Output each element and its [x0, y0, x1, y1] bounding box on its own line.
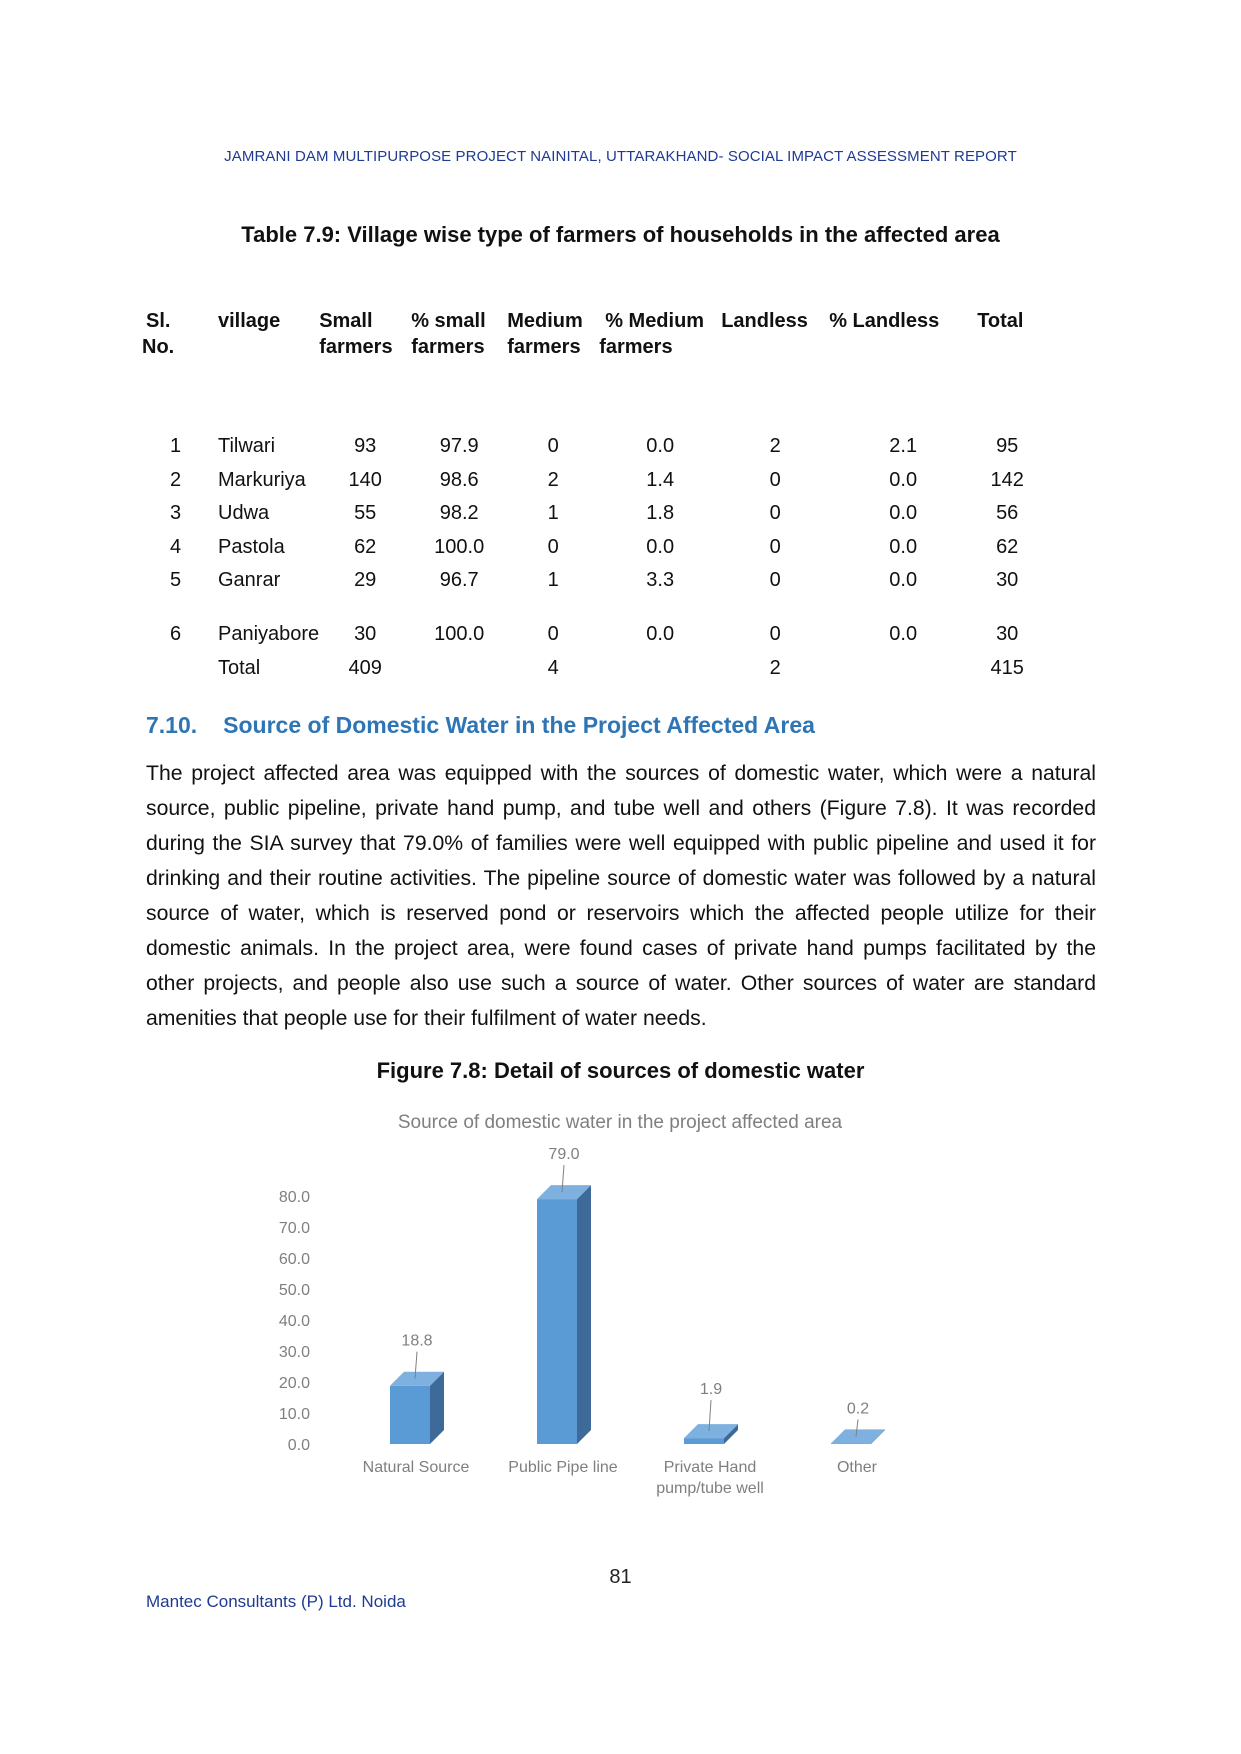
y-tick-label: 20.0 — [278, 1375, 310, 1392]
data-label: 18.8 — [401, 1332, 433, 1350]
cell-village: Total — [218, 656, 261, 679]
cell-medium: 0 — [547, 435, 559, 457]
data-label-leader — [709, 1400, 711, 1431]
col-header-pct-landless: % Landless — [829, 310, 940, 332]
cell-pct-small — [411, 652, 507, 686]
data-label: 0.2 — [846, 1400, 870, 1418]
bar-front — [390, 1386, 430, 1444]
x-tick-label: Natural Source — [362, 1459, 470, 1476]
cell-pct-medium: 0.0 — [646, 622, 675, 645]
data-label-leader — [856, 1419, 858, 1436]
cell-small: 93 — [354, 435, 377, 457]
section-paragraph: The project affected area was equipped with the sources of domestic water, which were a natural source, public pipeline, private hand pump, and tube well and others (Figure 7.8). It was recorded during the SIA survey that 79.0% of families were well equipped with public pipeline and used it for drinking and their routine activities. The pipeline source of domestic water was followed by a natural source of water, which is reserved pond or reservoirs which the affected people utilize for their domestic animals. In the project area, were found cases of private hand pumps facilitated by the other projects, and people also use such a source of water. Other sources of water are standard amenities that people use for their fulfilment of water needs. — [146, 762, 1096, 1030]
y-tick-label: 0.0 — [287, 1437, 310, 1454]
cell-pct-landless — [829, 652, 977, 686]
cell-small: 409 — [348, 656, 382, 679]
cell-village: Pastola — [218, 535, 285, 558]
cell-medium: 0 — [547, 622, 559, 645]
cell-landless: 2 — [769, 656, 781, 679]
cell-pct-landless: 0.0 — [889, 535, 918, 558]
cell-small: 140 — [348, 468, 382, 491]
table-row — [142, 497, 1037, 531]
cell-pct-landless: 0.0 — [889, 468, 918, 491]
bar — [831, 1400, 885, 1444]
cell-pct-landless: 0.0 — [889, 569, 918, 592]
bar-side — [871, 1429, 885, 1444]
bar — [537, 1146, 591, 1444]
y-tick-label: 50.0 — [278, 1282, 310, 1299]
bar-top — [390, 1372, 444, 1386]
cell-landless: 0 — [769, 468, 781, 491]
cell-medium: 1 — [547, 569, 559, 592]
x-tick-label: pump/tube well — [656, 1480, 764, 1497]
cell-sl: 6 — [170, 622, 182, 645]
chart-title: Source of domestic water in the project affected area — [397, 1112, 843, 1133]
bar — [390, 1333, 444, 1444]
cell-village: Paniyabore — [218, 622, 320, 645]
cell-pct-landless: 2.1 — [889, 435, 918, 457]
bar-side — [577, 1185, 591, 1444]
bar-front — [831, 1443, 871, 1444]
cell-sl — [142, 652, 218, 686]
cell-landless: 2 — [769, 435, 781, 457]
table-row — [142, 430, 1037, 464]
cell-landless: 0 — [769, 502, 781, 525]
data-label-leader — [562, 1165, 564, 1192]
col-header-village: village — [218, 310, 281, 332]
cell-pct-small: 100.0 — [434, 535, 485, 558]
footer: Mantec Consultants (P) Ltd. Noida — [146, 1592, 406, 1611]
bar-side — [724, 1424, 738, 1444]
cell-total: 62 — [996, 535, 1019, 558]
x-tick-label: Private Hand — [663, 1459, 757, 1476]
report-header: JAMRANI DAM MULTIPURPOSE PROJECT NAINITAL, UTTARAKHAND- SOCIAL IMPACT ASSESSMENT REPORT — [224, 148, 1017, 165]
y-tick-label: 30.0 — [278, 1344, 310, 1361]
y-tick-label: 60.0 — [278, 1251, 310, 1268]
cell-landless: 0 — [769, 622, 781, 645]
cell-total: 415 — [990, 656, 1024, 679]
data-label-leader — [415, 1352, 417, 1379]
data-label: 79.0 — [548, 1146, 580, 1164]
farmers-table — [142, 308, 1037, 685]
cell-pct-small: 98.6 — [439, 468, 479, 491]
col-header-landless: Landless — [721, 310, 808, 332]
cell-pct-landless: 0.0 — [889, 622, 918, 645]
cell-pct-small: 97.9 — [439, 435, 479, 457]
col-header-small-farmers: Small farmers — [319, 310, 393, 358]
cell-pct-medium: 0.0 — [646, 535, 675, 558]
col-header-pct-small-farmers: % small farmers — [411, 310, 486, 358]
cell-small: 55 — [354, 502, 377, 525]
cell-total: 95 — [996, 435, 1019, 457]
cell-pct-small: 96.7 — [439, 569, 479, 592]
cell-pct-landless: 0.0 — [889, 502, 918, 525]
cell-total: 30 — [996, 569, 1019, 592]
table-row-total — [142, 652, 1037, 686]
table-row — [142, 531, 1037, 565]
table-row — [142, 618, 1037, 652]
x-axis — [363, 1459, 878, 1497]
col-header-pct-medium-farmers: % Medium farmers — [599, 310, 705, 358]
cell-sl: 4 — [170, 535, 182, 558]
cell-village: Markuriya — [218, 468, 306, 491]
x-tick-label: Other — [836, 1459, 878, 1476]
table-row — [142, 564, 1037, 598]
cell-small: 30 — [354, 622, 377, 645]
cell-sl: 3 — [170, 502, 182, 525]
cell-sl: 5 — [170, 569, 182, 592]
cell-pct-medium — [599, 652, 721, 686]
x-tick-label: Public Pipe line — [508, 1459, 618, 1476]
page-number: 81 — [609, 1566, 632, 1588]
cell-pct-medium: 1.4 — [646, 468, 675, 491]
section-title: Source of Domestic Water in the Project Affected Area — [223, 712, 815, 738]
cell-pct-small: 98.2 — [439, 502, 479, 525]
cell-pct-medium: 1.8 — [646, 502, 675, 525]
bar-side — [430, 1372, 444, 1444]
cell-landless: 0 — [769, 535, 781, 558]
y-tick-label: 70.0 — [278, 1220, 310, 1237]
y-tick-label: 80.0 — [278, 1189, 310, 1206]
cell-pct-medium: 0.0 — [646, 435, 675, 457]
bar-front — [537, 1199, 577, 1444]
bar-top — [831, 1429, 885, 1443]
col-header-total: Total — [977, 310, 1024, 332]
y-tick-label: 40.0 — [278, 1313, 310, 1330]
y-tick-label: 10.0 — [278, 1406, 310, 1423]
cell-village: Tilwari — [218, 435, 276, 457]
cell-sl: 2 — [170, 468, 182, 491]
table-header-row — [142, 308, 1037, 360]
col-header-sl: Sl. No. — [142, 310, 175, 358]
section-heading — [146, 712, 815, 739]
cell-village: Ganrar — [218, 569, 281, 592]
cell-village: Udwa — [218, 502, 270, 525]
cell-medium: 0 — [547, 535, 559, 558]
cell-pct-medium: 3.3 — [646, 569, 675, 592]
cell-total: 56 — [996, 502, 1019, 525]
section-number: 7.10. — [146, 712, 198, 738]
cell-medium: 2 — [547, 468, 559, 491]
cell-small: 62 — [354, 535, 377, 558]
cell-medium: 1 — [547, 502, 559, 525]
data-label: 1.9 — [699, 1381, 723, 1399]
col-header-medium-farmers: Medium farmers — [507, 310, 583, 358]
cell-landless: 0 — [769, 569, 781, 592]
cell-pct-small: 100.0 — [434, 622, 485, 645]
table-title: Table 7.9: Village wise type of farmers of households in the affected area — [241, 222, 1000, 247]
cell-small: 29 — [354, 569, 377, 592]
figure-title: Figure 7.8: Detail of sources of domestic water — [376, 1058, 865, 1083]
table-row — [142, 464, 1037, 498]
bars — [390, 1146, 885, 1444]
bar — [684, 1381, 738, 1444]
bar-top — [684, 1424, 738, 1438]
cell-total: 142 — [990, 468, 1024, 491]
cell-total: 30 — [996, 622, 1019, 645]
bar-top — [537, 1185, 591, 1199]
cell-sl: 1 — [170, 435, 182, 457]
cell-medium: 4 — [547, 656, 559, 679]
bar-front — [684, 1438, 724, 1444]
y-axis — [279, 1189, 310, 1454]
